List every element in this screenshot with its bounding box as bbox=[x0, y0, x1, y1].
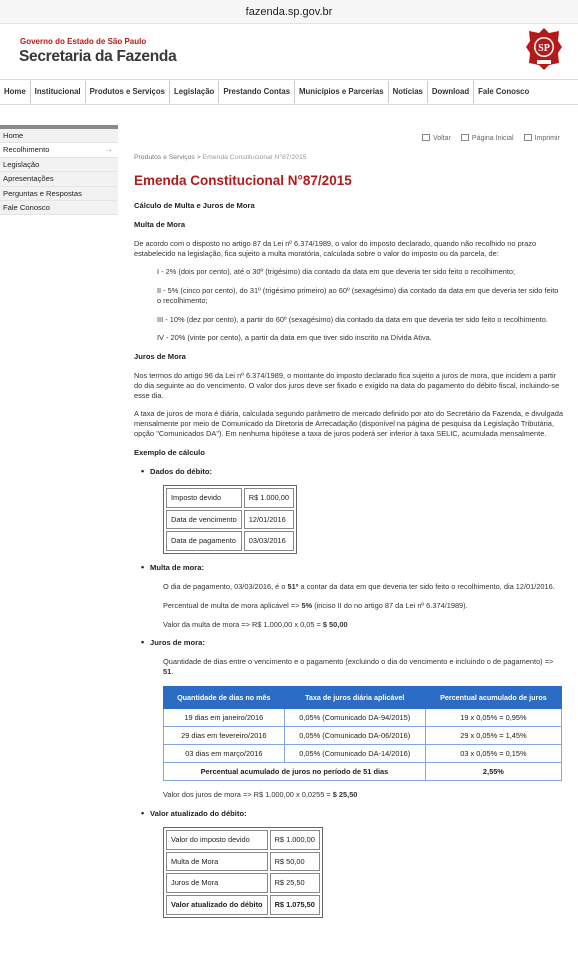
juros-example-title: • Juros de mora: bbox=[150, 638, 564, 648]
sidebar-item-label: Perguntas e Respostas bbox=[3, 188, 82, 198]
sidebar-item-label: Fale Conosco bbox=[3, 202, 50, 212]
main-nav bbox=[0, 79, 578, 105]
text-span: (inciso II do no artigo 87 da Lei nº 6.374/1989). bbox=[312, 600, 468, 610]
multa-heading: Multa de Mora bbox=[134, 219, 186, 229]
nav-prestando-contas[interactable]: Prestando Contas bbox=[219, 81, 295, 103]
home-link[interactable] bbox=[461, 134, 514, 143]
sidebar-item-perguntas[interactable] bbox=[0, 187, 118, 201]
multa-example-title: • Multa de mora: bbox=[150, 563, 564, 573]
emphasis: 5% bbox=[301, 600, 313, 610]
breadcrumb-current: Emenda Constitucional N°87/2015 bbox=[202, 154, 307, 161]
footer-value: 2,55% bbox=[425, 762, 561, 780]
text-span: Valor dos juros de mora => R$ 1.000,00 x 0,0255 = bbox=[163, 789, 333, 799]
table-cell: 03 x 0,05% = 0,15% bbox=[425, 744, 561, 762]
back-label: Voltar bbox=[433, 135, 451, 142]
table-cell: Multa de Mora bbox=[166, 852, 268, 872]
juros-example-section bbox=[163, 657, 564, 799]
nav-legislacao[interactable]: Legislação bbox=[170, 81, 219, 103]
sidebar-item-home[interactable] bbox=[0, 129, 118, 143]
table-cell: 19 x 0,05% = 0,95% bbox=[425, 708, 561, 726]
home-icon bbox=[461, 134, 469, 141]
breadcrumb-parent[interactable]: Produtos e Serviços bbox=[134, 154, 195, 161]
table-cell: 19 dias em janeiro/2016 bbox=[164, 708, 285, 726]
table-cell: 0,05% (Comunicado DA-06/2016) bbox=[284, 726, 425, 744]
gov-label: Governo do Estado de São Paulo bbox=[20, 37, 147, 46]
sidebar-item-fale-conosco[interactable] bbox=[0, 201, 118, 215]
nav-produtos[interactable]: Produtos e Serviços bbox=[86, 81, 170, 103]
home-label: Página Inicial bbox=[471, 135, 514, 142]
nav-fale-conosco[interactable]: Fale Conosco bbox=[478, 87, 530, 96]
back-icon bbox=[422, 134, 430, 141]
sidebar-item-legislacao[interactable] bbox=[0, 158, 118, 172]
table-cell: Imposto devido bbox=[166, 488, 242, 508]
table-cell: 29 dias em fevereiro/2016 bbox=[164, 726, 285, 744]
table-row bbox=[166, 830, 320, 850]
multa-example-p2 bbox=[163, 601, 564, 611]
dados-section bbox=[163, 485, 564, 554]
section-title: Cálculo de Multa e Juros de Mora bbox=[134, 200, 255, 210]
page-title: Emenda Constitucional N°87/2015 bbox=[134, 172, 352, 188]
text-span: Percentual de multa de mora aplicável => bbox=[163, 600, 302, 610]
dados-title: • Dados do débito: bbox=[150, 467, 564, 477]
sidebar-item-label: Legislação bbox=[3, 159, 40, 169]
sidebar-item-apresentacoes[interactable] bbox=[0, 172, 118, 186]
table-cell: 29 x 0,05% = 1,45% bbox=[425, 726, 561, 744]
seal-text: SP bbox=[538, 43, 550, 54]
breadcrumb-sep: > bbox=[194, 154, 203, 161]
juros-example-p1 bbox=[163, 657, 564, 677]
juros-example-p2 bbox=[163, 790, 564, 800]
table-row bbox=[166, 852, 320, 872]
sidebar-item-recolhimento[interactable] bbox=[0, 143, 118, 157]
multa-item: III - 10% (dez por cento), a partir do 60º (sexagésimo) dia contado da data em que deveria ter sido feito o recolhimento. bbox=[157, 314, 548, 324]
text-span: Quantidade de dias entre o vencimento e o pagamento (excluindo o dia do vencimento e incluindo o de pagamento) => bbox=[163, 657, 554, 667]
table-header-row bbox=[164, 686, 562, 708]
text-span: a contar da data em que deveria ter sido feito o recolhimento, dia 12/01/2016. bbox=[298, 582, 555, 592]
nav-municipios[interactable]: Municípios e Parcerias bbox=[295, 81, 389, 103]
table-cell: R$ 1.000,00 bbox=[270, 830, 320, 850]
address-bar[interactable] bbox=[0, 0, 578, 24]
text-span: O dia de pagamento, 03/03/2016, é o bbox=[163, 582, 288, 592]
table-cell: 03/03/2016 bbox=[244, 531, 294, 551]
table-cell: R$ 50,00 bbox=[270, 852, 320, 872]
table-row bbox=[166, 531, 294, 551]
print-label: Imprimir bbox=[534, 135, 560, 142]
table-cell: R$ 1.000,00 bbox=[244, 488, 294, 508]
juros-paragraph: A taxa de juros de mora é diária, calculada segundo parâmetro de mercado definido por ato do Secretário da Fazenda, e divulgada mensalmente por meio de Comunicado da Diretoria de Arrecadação (disponível na página de pesquisa da Legislação Tributária, opção "Comunicados DA"). Em nenhuma hipótese a taxa de juros poderá ser inferior à taxa SELIC, acumulada mensalmente. bbox=[134, 409, 563, 439]
table-cell: Valor do imposto devido bbox=[166, 830, 268, 850]
multa-item: IV - 20% (vinte por cento), a partir da data em que tiver sido inscrito na Dívida Ativa. bbox=[157, 333, 432, 343]
site-title[interactable]: Secretaria da Fazenda bbox=[19, 48, 177, 65]
juros-table bbox=[163, 686, 562, 781]
example-heading: Exemplo de cálculo bbox=[134, 447, 205, 457]
table-cell: Juros de Mora bbox=[166, 873, 268, 893]
table-cell: 0,05% (Comunicado DA-94/2015) bbox=[284, 708, 425, 726]
sp-seal-icon bbox=[525, 27, 563, 71]
sidebar-item-label: Recolhimento bbox=[3, 145, 50, 155]
emphasis: 51º bbox=[287, 582, 299, 592]
table-cell: 03 dias em março/2016 bbox=[164, 744, 285, 762]
multa-example-p3 bbox=[163, 620, 564, 630]
nav-institucional[interactable]: Institucional bbox=[31, 81, 86, 103]
nav-home[interactable]: Home bbox=[0, 81, 31, 103]
table-cell: 12/01/2016 bbox=[244, 510, 294, 530]
print-icon bbox=[524, 134, 532, 141]
atual-title: • Valor atualizado do débito: bbox=[150, 809, 564, 819]
nav-download[interactable]: Download bbox=[428, 81, 474, 103]
table-row bbox=[166, 510, 294, 530]
nav-noticias[interactable]: Notícias bbox=[389, 81, 428, 103]
table-row bbox=[166, 873, 320, 893]
table-cell: R$ 25,50 bbox=[270, 873, 320, 893]
breadcrumb bbox=[134, 154, 564, 163]
column-header: Taxa de juros diária aplicável bbox=[284, 686, 425, 708]
print-link[interactable] bbox=[524, 134, 560, 143]
dados-table bbox=[163, 485, 297, 554]
site-header bbox=[0, 24, 578, 76]
table-cell: Valor atualizado do débito bbox=[166, 895, 268, 915]
footer-label: Percentual acumulado de juros no período de 51 dias bbox=[164, 762, 426, 780]
multa-example-p1 bbox=[163, 582, 564, 592]
table-row bbox=[164, 708, 562, 726]
sidebar bbox=[0, 125, 118, 215]
text-span: . bbox=[171, 667, 174, 677]
page-tools bbox=[422, 134, 560, 143]
main-content bbox=[134, 154, 564, 918]
multa-item: II - 5% (cinco por cento), do 31º (trigésimo primeiro) ao 60º (sexagésimo) dia contado da data em que deveria ter sido feito o recolhimento; bbox=[157, 286, 559, 305]
emphasis: 51 bbox=[163, 667, 172, 677]
juros-heading: Juros de Mora bbox=[134, 352, 186, 362]
multa-intro: De acordo com o disposto no artigo 87 da Lei nº 6.374/1989, o valor do imposto declarado, quando não recolhido no prazo estabelecido na legislação, fica sujeito a multa moratória, calculada sobre o valor do imposto ou da parcela, de: bbox=[134, 238, 537, 258]
column-header: Percentual acumulado de juros bbox=[425, 686, 561, 708]
emphasis: $ 50,00 bbox=[322, 619, 348, 629]
column-header: Quantidade de dias no mês bbox=[164, 686, 285, 708]
multa-item: I - 2% (dois por cento), até o 30º (trigésimo) dia contado da data em que deveria ter sido feito o recolhimento; bbox=[157, 267, 516, 277]
text-span: Valor da multa de mora => R$ 1.000,00 x 0,05 = bbox=[163, 619, 323, 629]
table-cell: Data de pagamento bbox=[166, 531, 242, 551]
table-row bbox=[164, 726, 562, 744]
table-row bbox=[164, 744, 562, 762]
back-link[interactable] bbox=[422, 134, 451, 143]
juros-paragraph: Nos termos do artigo 96 da Lei nº 6.374/1989, o montante do imposto declarado fica sujeito a juros de mora, que incidem a partir do dia seguinte ao do vencimento. O valor dos juros deve ser fixado e exigido na data do pagamento do débito fiscal, incluindo-se esse dia. bbox=[134, 371, 560, 400]
table-total-row bbox=[166, 895, 320, 915]
table-row bbox=[166, 488, 294, 508]
sidebar-item-label: Apresentações bbox=[3, 174, 54, 184]
url-text: fazenda.sp.gov.br bbox=[245, 6, 333, 18]
table-cell: 0,05% (Comunicado DA-14/2016) bbox=[284, 744, 425, 762]
atual-table bbox=[163, 827, 323, 918]
table-cell: R$ 1.075,50 bbox=[270, 895, 320, 915]
emphasis: $ 25,50 bbox=[332, 789, 358, 799]
table-cell: Data de vencimento bbox=[166, 510, 242, 530]
arrow-right-icon: → bbox=[105, 145, 113, 155]
sidebar-item-label: Home bbox=[3, 131, 24, 140]
table-footer-row bbox=[164, 762, 562, 780]
multa-example-section bbox=[163, 582, 564, 629]
atual-section bbox=[163, 827, 564, 918]
